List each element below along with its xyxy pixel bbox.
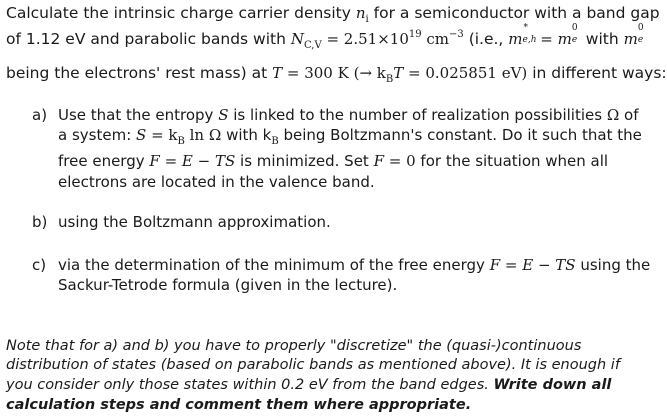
part-a-text: Use that the entropy	[58, 106, 219, 124]
intro-line-3	[6, 64, 667, 85]
sub-e: e	[637, 35, 644, 45]
var-E: E	[522, 256, 534, 274]
intro-text: (i.e.,	[463, 30, 509, 48]
equals: =	[159, 152, 182, 170]
part-c-text: via the determination of the minimum of the free energy	[58, 256, 490, 274]
part-a-text: a system:	[58, 126, 137, 144]
var-n: n	[355, 4, 366, 22]
part-a-text: is linked to the number of realization possibilities	[228, 106, 607, 124]
note-bold-text: Write down all	[493, 377, 612, 393]
ln-omega: ln Ω	[184, 126, 222, 144]
note-line-4	[6, 398, 471, 413]
part-c-line-2: Sackur-Tetrode formula (given in the lecture).	[58, 276, 398, 294]
part-a-line-1	[58, 108, 638, 123]
kB-sub: B	[385, 74, 394, 85]
var-F: F	[489, 256, 501, 274]
part-a-line-2	[58, 126, 642, 147]
unit: cm	[421, 30, 450, 48]
var-TS: TS	[214, 152, 236, 170]
var-N: N	[290, 30, 304, 48]
sub-e: e	[571, 35, 578, 45]
var-n-sub: i	[365, 14, 369, 25]
var-N-sub: C,V	[304, 40, 322, 51]
note-line-1: Note that for a) and b) you have to properly "discretize" the (quasi-)continuous	[6, 338, 582, 354]
intro-text: for a semiconductor with a band gap	[368, 4, 660, 22]
m0-scripts	[571, 23, 581, 45]
eq-value: = 2.51×10	[321, 30, 409, 48]
part-a-line-3	[58, 154, 608, 169]
part-a-text: for the situation when all	[415, 152, 609, 170]
part-c-label: c)	[32, 256, 47, 274]
part-c-line-1	[58, 258, 650, 273]
intro-line-1	[6, 4, 660, 25]
var-E: E	[181, 152, 193, 170]
var-m: m	[623, 30, 638, 48]
var-m: m	[508, 30, 523, 48]
part-a-label: a)	[32, 106, 48, 124]
kT-value: = 0.025851 eV)	[403, 64, 528, 82]
note-bold-text: calculation steps and comment them where appropriate.	[6, 397, 472, 413]
minus: −	[533, 256, 556, 274]
intro-text: Calculate the intrinsic charge carrier density	[6, 4, 356, 22]
part-a-line-4: electrons are located in the valence band.	[58, 173, 375, 191]
sup-0: 0	[637, 23, 644, 33]
part-a-text: being Boltzmann's constant. Do it such that the	[278, 126, 642, 144]
equals-zero: = 0	[384, 152, 416, 170]
intro-text: being the electrons' rest mass) at	[6, 64, 273, 82]
kB-sub: B	[271, 136, 279, 147]
exponent: 19	[408, 29, 422, 40]
var-T: T	[272, 64, 283, 82]
part-a-text: free energy	[58, 152, 150, 170]
note-text: you consider only those states within 0.2 eV from the band edges.	[6, 377, 494, 393]
m0-scripts	[637, 23, 647, 45]
equals: =	[535, 30, 558, 48]
sup-star: *	[523, 23, 529, 33]
kB-sub: B	[177, 136, 185, 147]
var-F: F	[149, 152, 160, 170]
temperature: = 300 K	[282, 64, 349, 82]
var-TS: TS	[555, 256, 576, 274]
intro-line-2	[6, 23, 647, 51]
sup-0: 0	[571, 23, 578, 33]
note-line-3	[6, 378, 611, 393]
intro-text: with	[580, 30, 624, 48]
var-F: F	[373, 152, 384, 170]
omega-symbol: Ω	[606, 106, 620, 124]
equals: =	[500, 256, 523, 274]
var-m: m	[557, 30, 572, 48]
intro-text: of 1.12 eV and parabolic bands with	[6, 30, 291, 48]
var-T: T	[393, 64, 404, 82]
part-c-text: using the	[575, 256, 651, 274]
note-line-2: distribution of states (based on parabolic bands as mentioned above). It is enough if	[6, 357, 620, 373]
sub-eh: e,h	[522, 35, 537, 45]
kB-open: (→ k	[348, 64, 386, 82]
var-S: S	[218, 106, 229, 124]
intro-text: in different ways:	[527, 64, 667, 82]
part-a-text: with k	[221, 126, 272, 144]
minus: −	[192, 152, 215, 170]
part-a-text: of	[619, 106, 639, 124]
part-b-label: b)	[32, 213, 48, 231]
m-eff-scripts	[522, 23, 537, 45]
part-a-text: is minimized. Set	[235, 152, 374, 170]
unit-exponent: −3	[449, 29, 464, 40]
part-b-text: using the Boltzmann approximation.	[58, 213, 331, 231]
var-S: S	[136, 126, 147, 144]
equals-k: = k	[146, 126, 178, 144]
